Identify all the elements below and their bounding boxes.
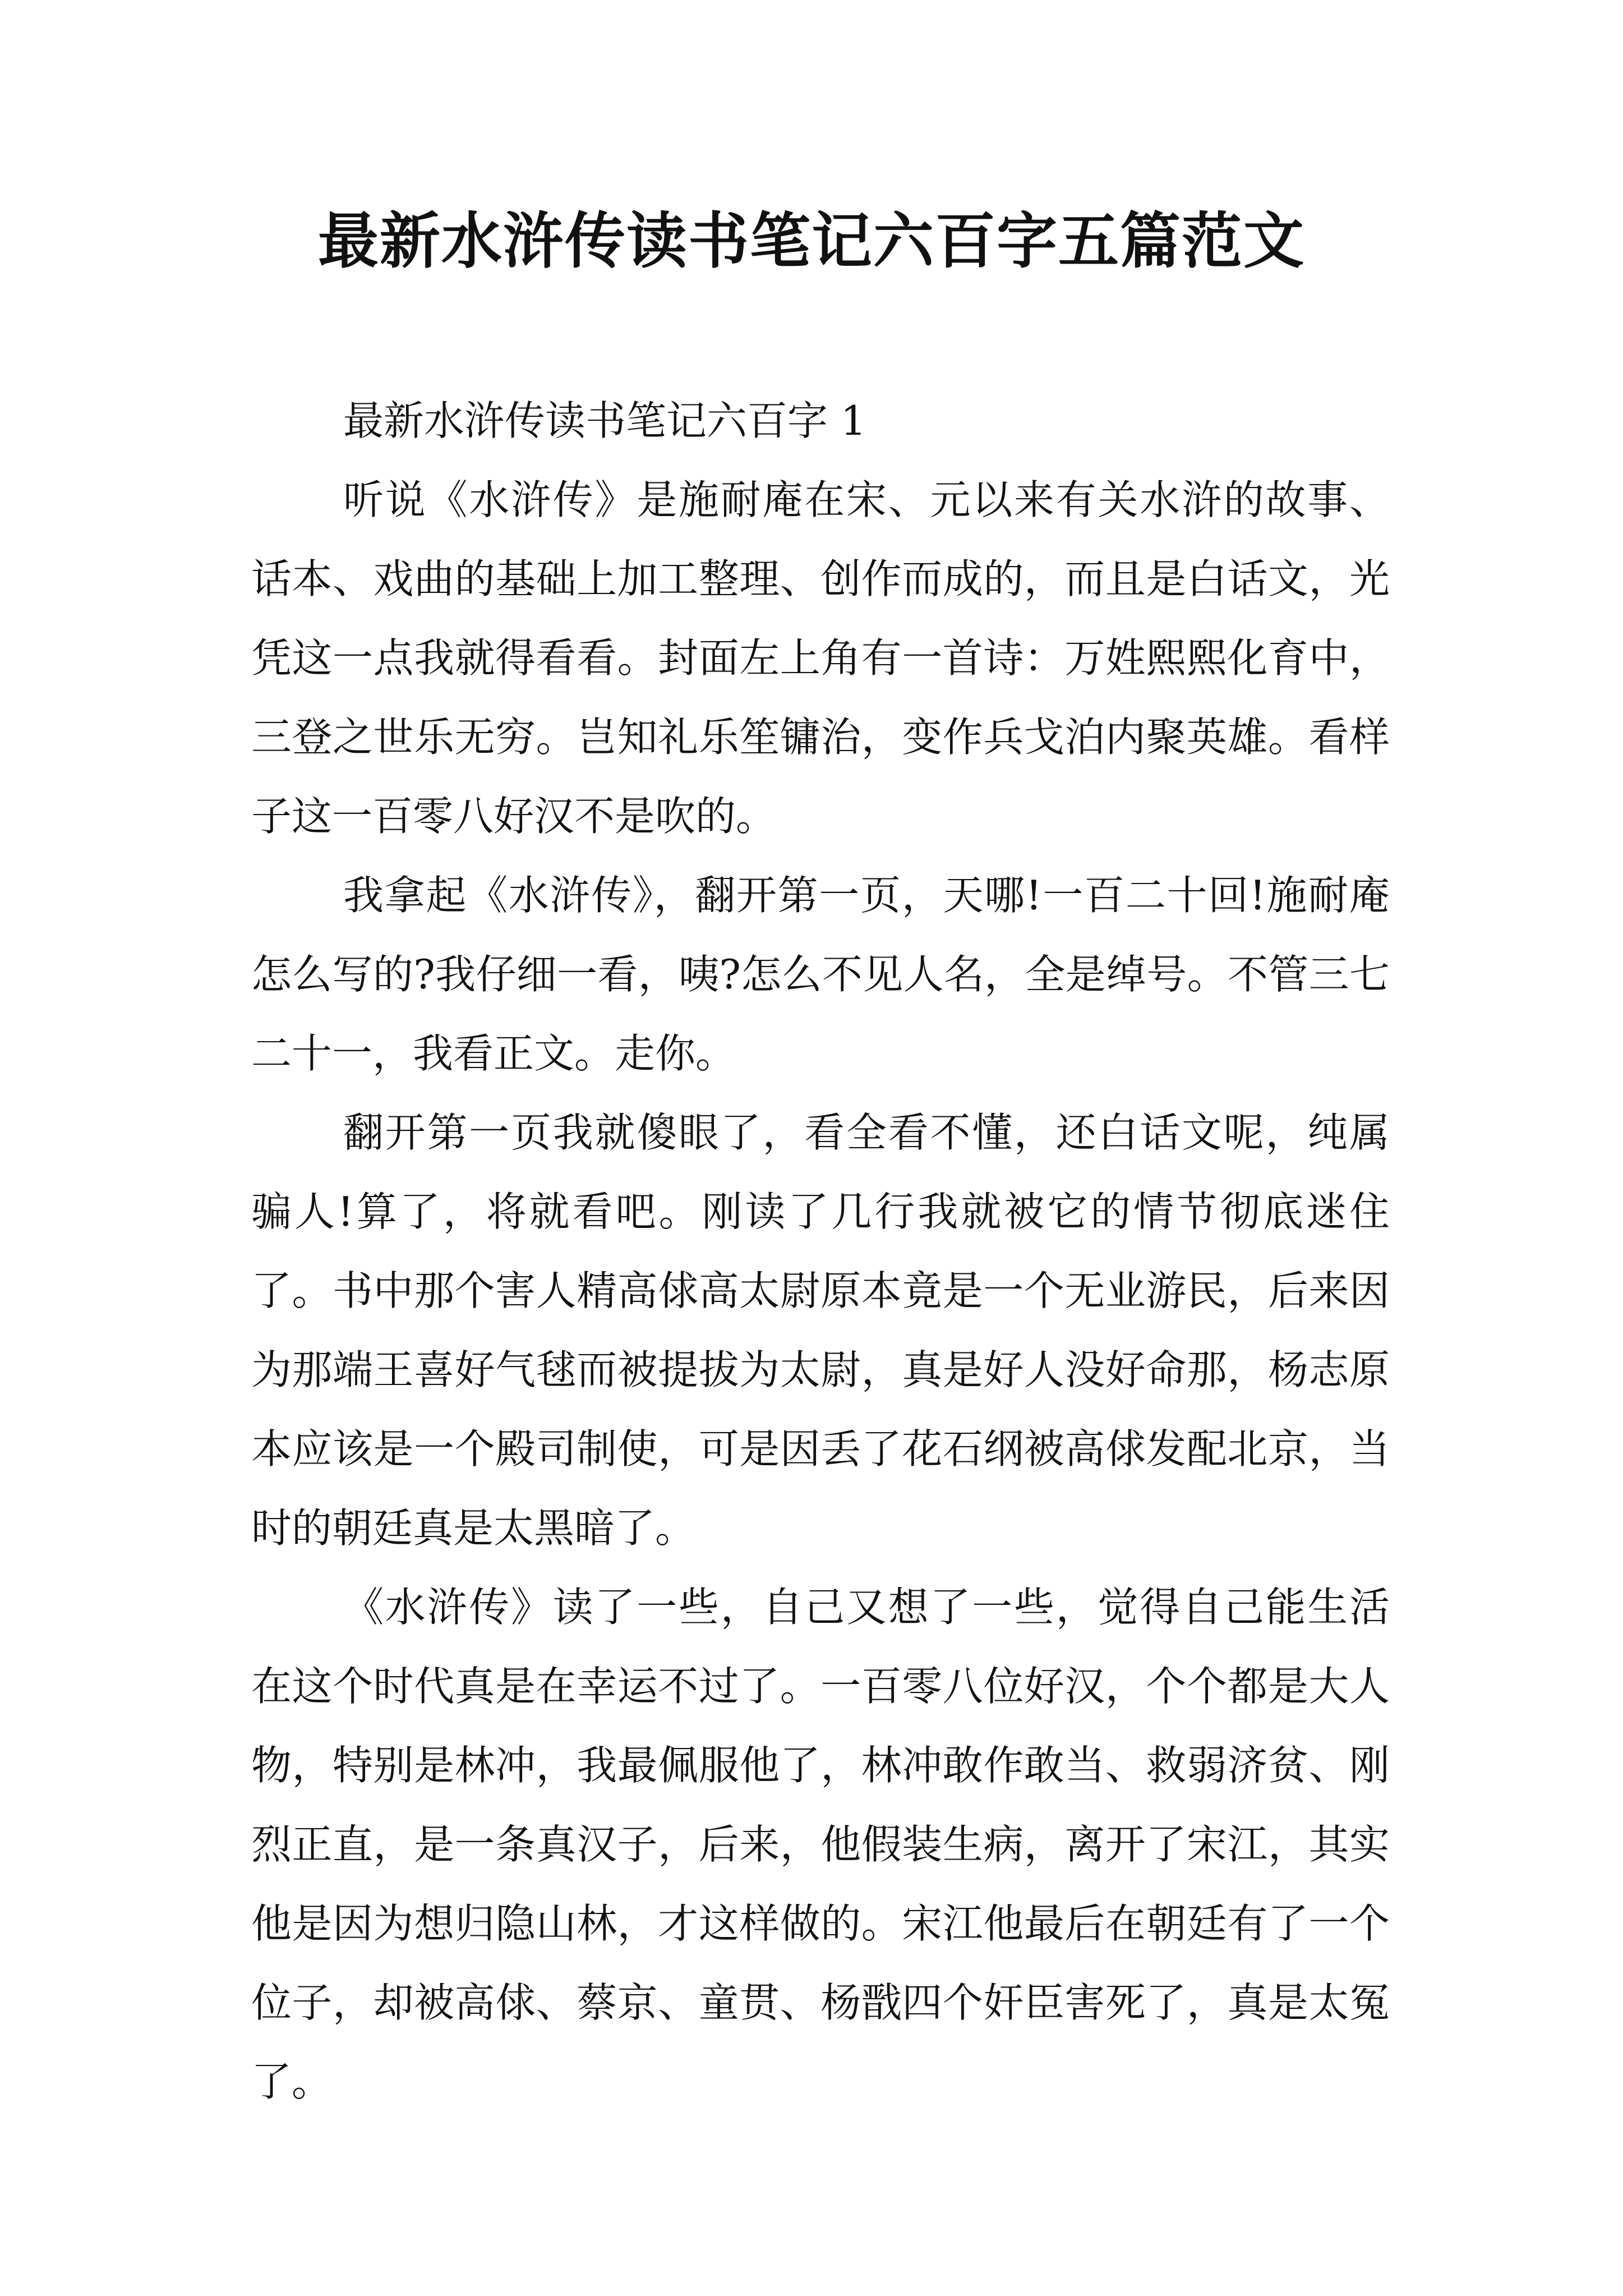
document-title: 最新水浒传读书笔记六百字五篇范文 bbox=[317, 206, 1305, 277]
document-body bbox=[251, 381, 1390, 2122]
paragraph-1: 听说《水浒传》是施耐庵在宋、元以来有关水浒的故事、话本、戏曲的基础上加工整理、创作而成的，而且是白话文，光凭这一点我就得看看。封面左上角有一首诗：万姓熙熙化育中，三登之世乐无穷。岂知礼乐笙镛治，变作兵戈泊内聚英雄。看样子这一百零八好汉不是吹的。 bbox=[251, 476, 1390, 840]
paragraph-4: 《水浒传》读了一些，自己又想了一些，觉得自己能生活在这个时代真是在幸运不过了。一百零八位好汉，个个都是大人物，特别是林冲，我最佩服他了，林冲敢作敢当、救弱济贫、刚烈正直，是一条真汉子，后来，他假装生病，离开了宋江，其实他是因为想归隐山林，才这样做的。宋江他最后在朝廷有了一个位子，却被高俅、蔡京、童贯、杨戬四个奸臣害死了，真是太冤了。 bbox=[251, 1584, 1390, 2105]
paragraph-2: 我拿起《水浒传》，翻开第一页，天哪!一百二十回!施耐庵怎么写的?我仔细一看，咦?怎么不见人名，全是绰号。不管三七二十一，我看正文。走你。 bbox=[251, 872, 1390, 1077]
section-heading: 最新水浒传读书笔记六百字 1 bbox=[343, 397, 866, 444]
paragraph-3: 翻开第一页我就傻眼了，看全看不懂，还白话文呢，纯属骗人!算了，将就看吧。刚读了几行我就被它的情节彻底迷住了。书中那个害人精高俅高太尉原本竟是一个无业游民，后来因为那端王喜好气毬而被提拔为太尉，真是好人没好命那，杨志原本应该是一个殿司制使，可是因丢了花石纲被高俅发配北京，当时的朝廷真是太黑暗了。 bbox=[251, 1109, 1390, 1552]
